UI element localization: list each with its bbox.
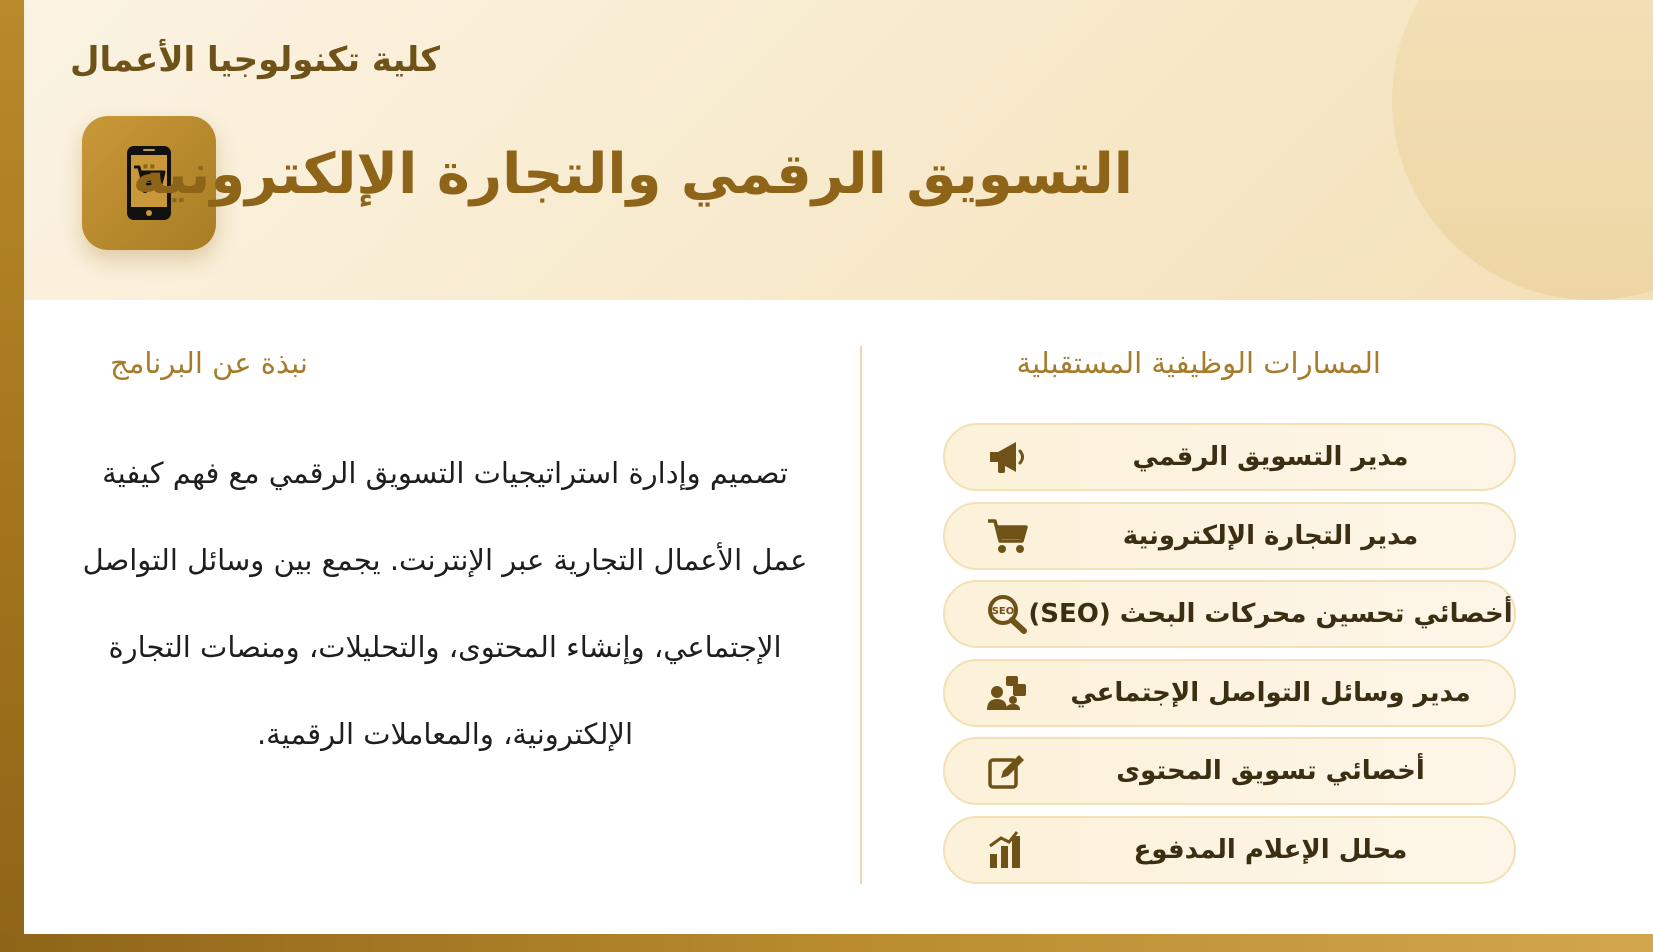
column-divider (860, 346, 862, 884)
about-description: تصميم وإدارة استراتيجيات التسويق الرقمي مع فهم كيفية عمل الأعمال التجارية عبر الإنترنت. يجمع بين وسائل التواصل الإجتماعي، وإنشاء المحتوى، والتحليلات، ومنصات التجارة الإلكترونية، والمعاملات الرقمية. (82, 456, 808, 751)
program-title: التسويق الرقمي والتجارة الإلكترونية (132, 142, 1133, 207)
users-chat-icon (985, 673, 1029, 713)
career-item-social-media-manager (943, 659, 1516, 727)
career-item-content-marketing-specialist (943, 737, 1516, 805)
career-label: مدير التجارة الإلكترونية (1122, 520, 1419, 551)
edit-icon (985, 751, 1029, 791)
career-label: مدير التسويق الرقمي (1132, 442, 1409, 472)
careers-list (943, 423, 1516, 895)
careers-heading: المسارات الوظيفية المستقبلية (1016, 346, 1381, 380)
bottom-frame-bar (0, 934, 1653, 952)
left-frame-bar (0, 0, 24, 952)
career-label: مدير وسائل التواصل الإجتماعي (1070, 677, 1471, 708)
bar-chart-icon (985, 830, 1029, 870)
megaphone-icon (985, 437, 1029, 477)
career-label: أخصائي تسويق المحتوى (1116, 756, 1425, 787)
career-item-digital-marketing-manager (943, 423, 1516, 491)
career-item-paid-media-analyst (943, 816, 1516, 884)
shopping-cart-icon (985, 516, 1029, 556)
career-label: محلل الإعلام المدفوع (1133, 834, 1408, 865)
college-name: كلية تكنولوجيا الأعمال (69, 40, 440, 80)
career-item-seo-specialist (943, 580, 1516, 648)
decorative-circle (1392, 0, 1653, 300)
career-label: أخصائي تحسين محركات البحث (SEO) (1028, 599, 1513, 630)
svg-text:SEO: SEO (991, 606, 1015, 618)
about-heading: نبذة عن البرنامج (110, 346, 308, 380)
seo-magnifier-icon (985, 594, 1029, 634)
career-item-ecommerce-manager (943, 502, 1516, 570)
